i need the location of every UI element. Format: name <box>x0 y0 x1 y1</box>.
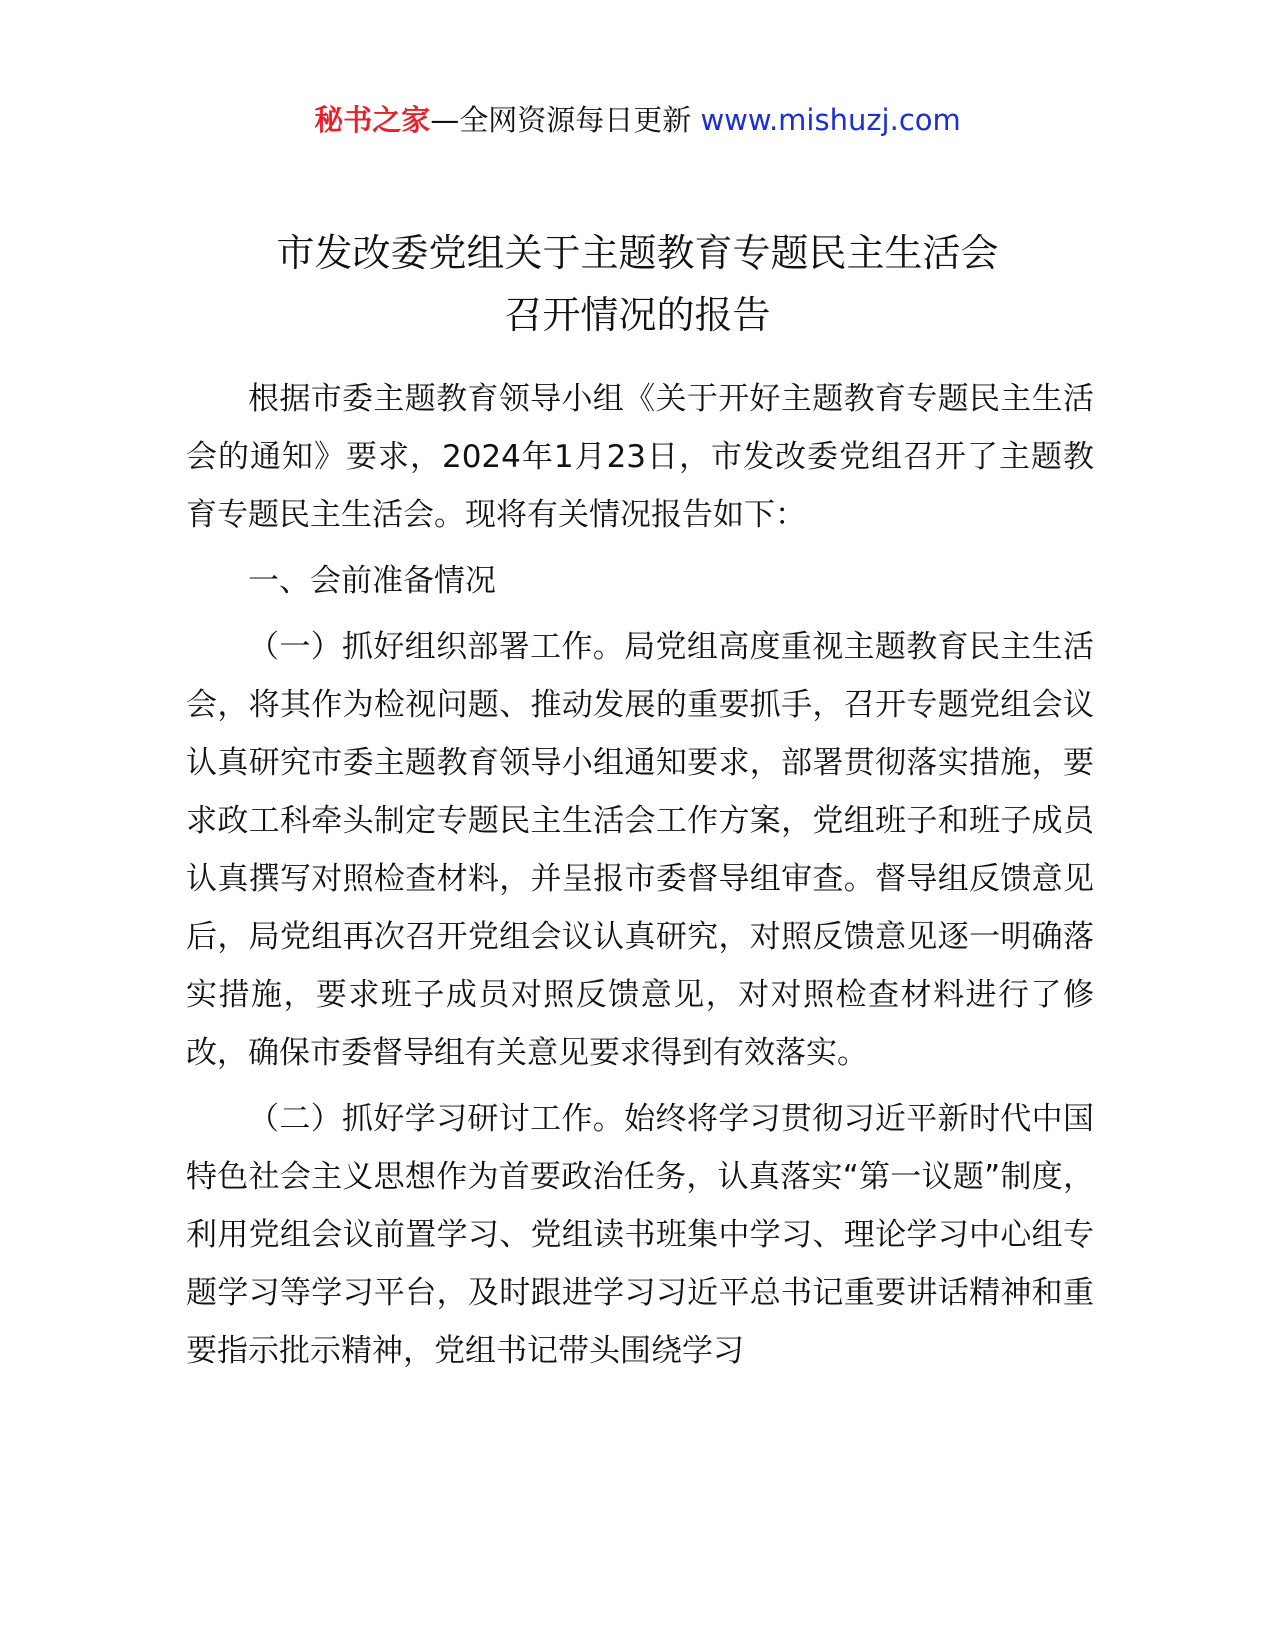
subsection-paragraph-1: （一）抓好组织部署工作。局党组高度重视主题教育民主生活会，将其作为检视问题、推动发展的重要抓手，召开专题党组会议认真研究市委主题教育领导小组通知要求，部署贯彻落实措施，要求政工科牵头制定专题民主生活会工作方案，党组班子和班子成员认真撰写对照检查材料，并呈报市委督导组审查。督导组反馈意见后，局党组再次召开党组会议认真研究，对照反馈意见逐一明确落实措施，要求班子成员对照反馈意见，对对照检查材料进行了修改，确保市委督导组有关意见要求得到有效落实。 <box>186 629 1094 1071</box>
document-title-line-1: 市发改委党组关于主题教育专题民主生活会 <box>276 231 999 275</box>
site-tagline: —全网资源每日更新 <box>430 103 701 137</box>
document-title <box>150 222 1125 346</box>
section-heading-1: 一、会前准备情况 <box>248 563 496 599</box>
subsection-paragraph-2: （二）抓好学习研讨工作。始终将学习贯彻习近平新时代中国特色社会主义思想作为首要政治任务，认真落实“第一议题”制度，利用党组会议前置学习、党组读书班集中学习、理论学习中心组专题学习等学习平台，及时跟进学习习近平总书记重要讲话精神和重要指示批示精神，党组书记带头围绕学习 <box>186 1101 1094 1369</box>
intro-paragraph: 根据市委主题教育领导小组《关于开好主题教育专题民主生活会的通知》要求，2024年1月23日，市发改委党组召开了主题教育专题民主生活会。现将有关情况报告如下： <box>186 381 1094 533</box>
document-body <box>186 370 1094 1380</box>
site-banner <box>0 100 1275 140</box>
document-title-line-2: 召开情况的报告 <box>504 293 771 337</box>
site-brand: 秘书之家 <box>314 103 431 137</box>
site-url-link[interactable]: www.mishuzj.com <box>700 103 961 137</box>
